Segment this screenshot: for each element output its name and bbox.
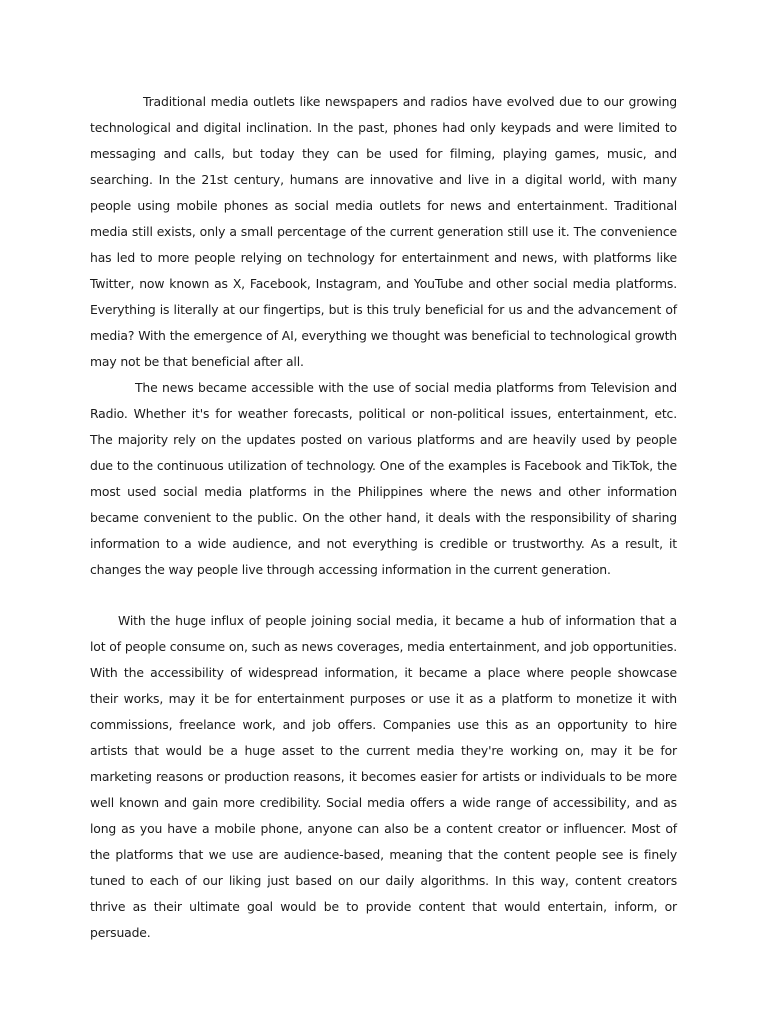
paragraph-2: The news became accessible with the use of social media platforms from Television and Radio. Whether it's for weather forecasts, political or non-political issues, entertainment, etc. The majority rely on the updates posted on various platforms and are heavily used by people due to the continuous utilization of technology. One of the examples is Facebook and TikTok, the most used social media platforms in the Philippines where the news and other information became convenient to the public. On the other hand, it deals with the responsibility of sharing information to a wide audience, and not everything is credible or trustworthy. As a result, it changes the way people live through accessing information in the current generation. bbox=[90, 380, 677, 577]
paragraph-3: With the huge influx of people joining social media, it became a hub of information that a lot of people consume on, such as news coverages, media entertainment, and job opportunities. With the accessibility of widespread information, it became a place where people showcase their works, may it be for entertainment purposes or use it as a platform to monetize it with commissions, freelance work, and job offers. Companies use this as an opportunity to hire artists that would be a huge asset to the current media they're working on, may it be for marketing reasons or production reasons, it becomes easier for artists or individuals to be more well known and gain more credibility. Social media offers a wide range of accessibility, and as long as you have a mobile phone, anyone can also be a content creator or influencer. Most of the platforms that we use are audience-based, meaning that the content people see is finely tuned to each of our liking just based on our daily algorithms. In this way, content creators thrive as their ultimate goal would be to provide content that would entertain, inform, or persuade. bbox=[90, 613, 677, 940]
paragraph-1: Traditional media outlets like newspapers and radios have evolved due to our growing technological and digital inclination. In the past, phones had only keypads and were limited to messaging and calls, but today they can be used for filming, playing games, music, and searching. In the 21st century, humans are innovative and live in a digital world, with many people using mobile phones as social media outlets for news and entertainment. Traditional media still exists, only a small percentage of the current generation still use it. The convenience has led to more people relying on technology for entertainment and news, with platforms like Twitter, now known as X, Facebook, Instagram, and YouTube and other social media platforms. Everything is literally at our fingertips, but is this truly beneficial for us and the advancement of media? With the emergence of AI, everything we thought was beneficial to technological growth may not be that beneficial after all. bbox=[90, 94, 677, 369]
